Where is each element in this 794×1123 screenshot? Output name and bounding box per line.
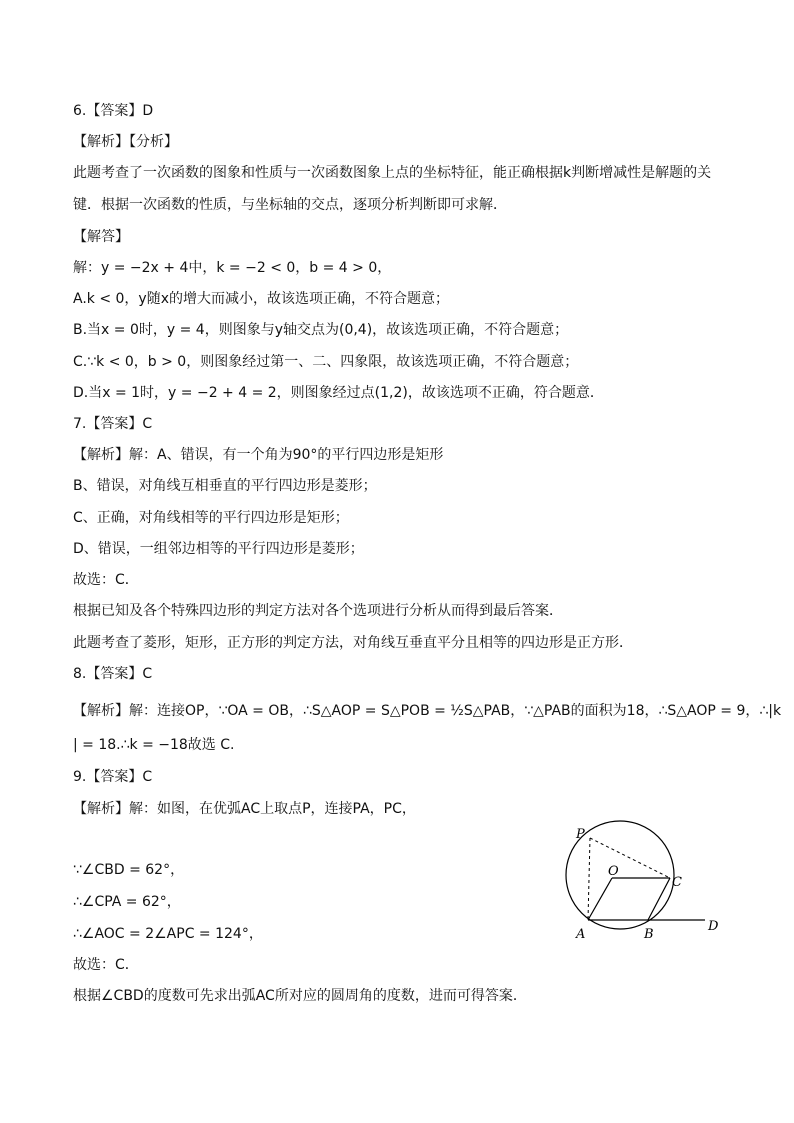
q9-note: 根据∠CBD的度数可先求出弧AC所对应的圆周角的度数，进而可得答案．	[73, 988, 527, 1004]
q8-answer: 8.【答案】C	[73, 666, 153, 682]
q7-line-d: D、错误，一组邻边相等的平行四边形是菱形；	[73, 541, 364, 557]
q6-analysis-line-1: 此题考查了一次函数的图象和性质与一次函数图象上点的坐标特征，能正确根据k判断增减性是解题的关	[73, 165, 712, 181]
q7-note-2: 此题考查了菱形，矩形，正方形的判定方法，对角线互垂直平分且相等的四边形是正方形．	[73, 635, 633, 651]
q7-line-b: B、错误，对角线互相垂直的平行四边形是菱形；	[73, 478, 377, 494]
q6-option-c: C.∵k < 0，b > 0，则图象经过第一、二、四象限，故该选项正确，不符合题意；	[73, 354, 579, 370]
label-o: O	[608, 864, 619, 879]
segment-oa	[588, 878, 612, 920]
segment-pa	[588, 838, 590, 920]
q6-analysis-heading: 【解析】【分析】	[73, 134, 178, 150]
segment-pc	[590, 838, 670, 878]
q6-solve-heading: 【解答】	[73, 229, 129, 245]
segment-cb	[648, 878, 670, 920]
label-p: P	[576, 827, 585, 842]
q9-answer: 9.【答案】C	[73, 769, 153, 785]
q9-line-3: ∴∠CPA = 62°，	[73, 894, 181, 910]
q9-line-4: ∴∠AOC = 2∠APC = 124°，	[73, 926, 263, 942]
q9-line-1: 【解析】解：如图，在优弧AC上取点P，连接PA，PC，	[73, 801, 416, 817]
q8-line-2: | = 18.∴k = −18故选 C.	[73, 737, 235, 753]
q6-analysis-line-2: 键．根据一次函数的性质，与坐标轴的交点，逐项分析判断即可求解．	[73, 197, 507, 213]
q8-line-1: 【解析】解：连接OP，∵OA = OB，∴S△AOP = S△POB = ½S△PAB，∵△PAB的面积为18，∴S△AOP = 9，∴|k	[73, 703, 782, 719]
q7-line-c: C、正确，对角线相等的平行四边形是矩形；	[73, 510, 349, 526]
q7-answer: 7.【答案】C	[73, 416, 153, 432]
q9-choose: 故选：C．	[73, 957, 139, 973]
q7-note-1: 根据已知及各个特殊四边形的判定方法对各个选项进行分析从而得到最后答案．	[73, 603, 563, 619]
q6-answer: 6.【答案】D	[73, 103, 154, 119]
circle-geometry-figure	[560, 820, 730, 945]
q6-option-a: A.k < 0，y随x的增大而减小，故该选项正确，不符合题意；	[73, 291, 449, 307]
label-d: D	[708, 919, 719, 934]
q6-solve-line-1: 解：y = −2x + 4中，k = −2 < 0，b = 4 > 0，	[73, 260, 392, 276]
label-b: B	[644, 927, 654, 942]
q6-option-d: D.当x = 1时，y = −2 + 4 = 2，则图象经过点(1,2)，故该选项不正确，符合题意．	[73, 385, 604, 401]
q9-line-2: ∵∠CBD = 62°，	[73, 862, 185, 878]
q7-line-a: 【解析】解：A、错误，有一个角为90°的平行四边形是矩形	[73, 447, 444, 463]
label-a: A	[576, 927, 586, 942]
label-c: C	[672, 875, 682, 890]
q6-option-b: B.当x = 0时，y = 4，则图象与y轴交点为(0,4)，故该选项正确，不符合题意；	[73, 322, 569, 338]
q7-choose: 故选：C．	[73, 572, 139, 588]
